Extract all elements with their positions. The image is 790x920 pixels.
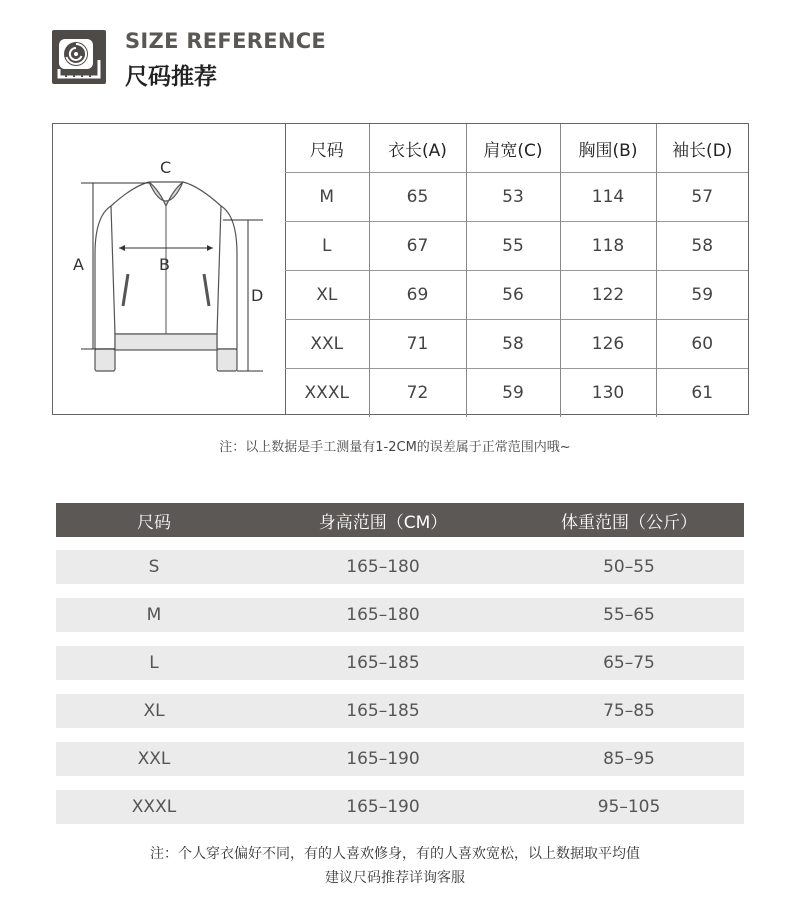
cell-size: XXL <box>285 320 369 369</box>
measurement-note: 注：以上数据是手工测量有1-2CM的误差属于正常范围内哦~ <box>219 440 571 455</box>
table-row <box>285 222 748 271</box>
table-row <box>56 646 744 680</box>
rec-size: XXL <box>137 749 171 769</box>
recommend-header-row <box>56 503 744 537</box>
table-row <box>56 742 744 776</box>
cell-length: 65 <box>369 173 466 222</box>
measurement-table <box>285 124 748 417</box>
table-row <box>56 598 744 632</box>
cell-sleeve: 58 <box>656 222 748 271</box>
title-english: SIZE REFERENCE <box>125 29 327 53</box>
rec-weight: 50–55 <box>603 557 655 577</box>
table-row <box>285 271 748 320</box>
measurement-chart <box>52 123 749 415</box>
rec-height: 165–185 <box>346 701 420 721</box>
cell-size: L <box>285 222 369 271</box>
rec-header-height: 身高范围（CM） <box>318 512 448 533</box>
table-row <box>285 173 748 222</box>
rec-size: XL <box>143 701 165 721</box>
cell-shoulder: 53 <box>466 173 560 222</box>
cell-size: XL <box>285 271 369 320</box>
cell-sleeve: 60 <box>656 320 748 369</box>
label-c: C <box>160 158 172 177</box>
jacket-diagram <box>53 124 286 414</box>
cell-size: M <box>285 173 369 222</box>
label-a: A <box>73 255 84 274</box>
cell-shoulder: 56 <box>466 271 560 320</box>
rec-weight: 85–95 <box>603 749 655 769</box>
rec-height: 165–180 <box>346 605 420 625</box>
rec-height: 165–190 <box>346 749 420 769</box>
table-row <box>56 790 744 824</box>
rec-height: 165–190 <box>346 797 420 817</box>
rec-weight: 75–85 <box>603 701 655 721</box>
cell-sleeve: 59 <box>656 271 748 320</box>
label-b: B <box>159 255 170 274</box>
header-length: 衣长(A) <box>369 124 466 173</box>
table-row <box>56 550 744 584</box>
rec-weight: 65–75 <box>603 653 655 673</box>
cell-chest: 118 <box>560 222 656 271</box>
recommend-note-line-2: 建议尺码推荐详询客服 <box>325 870 465 886</box>
rec-header-weight: 体重范围（公斤） <box>561 512 697 533</box>
cell-shoulder: 59 <box>466 369 560 418</box>
rec-size: S <box>148 557 160 577</box>
rec-weight: 95–105 <box>597 797 661 817</box>
header-sleeve: 袖长(D) <box>656 124 748 173</box>
cell-length: 69 <box>369 271 466 320</box>
title-chinese: 尺码推荐 <box>125 64 217 90</box>
cell-sleeve: 57 <box>656 173 748 222</box>
header-shoulder: 肩宽(C) <box>466 124 560 173</box>
rec-size: XXXL <box>131 797 177 817</box>
cell-length: 71 <box>369 320 466 369</box>
table-row <box>56 694 744 728</box>
recommend-note-line-1: 注：个人穿衣偏好不同，有的人喜欢修身，有的人喜欢宽松，以上数据取平均值 <box>150 846 640 862</box>
cell-shoulder: 58 <box>466 320 560 369</box>
cell-chest: 122 <box>560 271 656 320</box>
cell-sleeve: 61 <box>656 369 748 418</box>
rec-weight: 55–65 <box>603 605 655 625</box>
cell-length: 72 <box>369 369 466 418</box>
table-header-row <box>285 124 748 173</box>
table-row <box>285 369 748 418</box>
rec-header-size: 尺码 <box>137 512 171 533</box>
recommend-note <box>0 842 790 890</box>
cell-chest: 126 <box>560 320 656 369</box>
label-d: D <box>251 286 264 305</box>
rec-height: 165–185 <box>346 653 420 673</box>
rec-size: M <box>146 605 162 625</box>
cell-shoulder: 55 <box>466 222 560 271</box>
cell-length: 67 <box>369 222 466 271</box>
header-size: 尺码 <box>309 140 344 161</box>
rec-size: L <box>149 653 159 673</box>
header-chest: 胸围(B) <box>560 124 656 173</box>
table-row <box>285 320 748 369</box>
cell-chest: 114 <box>560 173 656 222</box>
measuring-tape-icon <box>52 30 106 84</box>
rec-height: 165–180 <box>346 557 420 577</box>
cell-chest: 130 <box>560 369 656 418</box>
cell-size: XXXL <box>285 369 369 418</box>
